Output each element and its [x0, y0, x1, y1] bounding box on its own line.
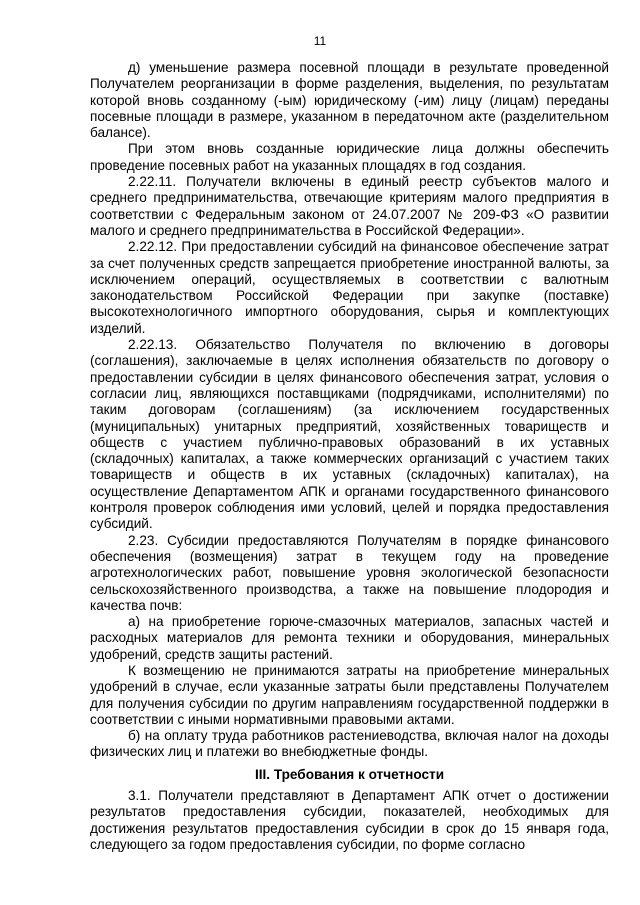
- paragraph-new-entities: При этом вновь созданные юридические лица должны обеспечить проведение посевных работ на указанных площадях в год создания.: [90, 141, 609, 173]
- paragraph-a-materials: а) на приобретение горюче-смазочных материалов, запасных частей и расходных материалов для ремонта техники и оборудования, минеральных удобрений, средств защиты растений.: [90, 614, 609, 662]
- paragraph-b-wages: б) на оплату труда работников растениеводства, включая налог на доходы физических лиц и платежи во внебюджетные фонды.: [90, 728, 609, 760]
- paragraph-3-1: 3.1. Получатели представляют в Департамент АПК отчет о достижении результатов предоставления субсидии, показателей, необходимых для достижения результатов предоставления субсидии в срок до 15 января года, следующего за годом предоставления субсидии, по форме согласно: [90, 788, 609, 852]
- paragraph-2-23: 2.23. Субсидии предоставляются Получателям в порядке финансового обеспечения (возмещения) затрат в текущем году на проведение агротехнологических работ, повышение уровня экологической безопасности сельскохозяйственного производства, а также на повышение плодородия и качества почв:: [90, 532, 609, 613]
- document-body: [90, 60, 609, 853]
- section-heading-reporting: III. Требования к отчетности: [254, 766, 445, 782]
- paragraph-d-reorganization: д) уменьшение размера посевной площади в результате проведенной Получателем реорганизации в форме разделения, выделения, по результатам которой вновь созданному (-ым) юридическому (-им) лицу (лицам) переданы посевные площади в размере, указанном в передаточном акте (разделительном балансе).: [90, 60, 609, 141]
- paragraph-2-22-13: 2.22.13. Обязательство Получателя по включению в договоры (соглашения), заключаемые в целях исполнения обязательств по договору о предоставлении субсидии в целях финансового обеспечения затрат, условия о согласии лиц, являющихся поставщиками (подрядчиками, исполнителями) по таким договорам (соглашениям) (за исключением государственных (муниципальных) унитарных предприятий, хозяйственных товариществ и обществ с участием публично-правовых образований в их уставных (складочных) капиталах, а также коммерческих организаций с участием таких товариществ и обществ в их уставных (складочных) капиталах), на осуществление Департаментом АПК и органами государственного финансового контроля проверок соблюдения ими условий, целей и порядка предоставления субсидий.: [90, 337, 609, 532]
- page-number: 11: [313, 34, 327, 48]
- paragraph-reimbursement-exclusion: К возмещению не принимаются затраты на приобретение минеральных удобрений в случае, если указанные затраты были представлены Получателем для получения субсидии по другим направлениям государственной поддержки в соответствии с иными нормативными правовыми актами.: [90, 662, 609, 727]
- paragraph-2-22-11: 2.22.11. Получатели включены в единый реестр субъектов малого и среднего предпринимательства, отвечающие критериям малого предприятия в соответствии с Федеральным законом от 24.07.2007 № 209-ФЗ «О развитии малого и среднего предпринимательства в Российской Федерации».: [90, 174, 609, 238]
- paragraph-2-22-12: 2.22.12. При предоставлении субсидий на финансовое обеспечение затрат за счет полученных средств запрещается приобретение иностранной валюты, за исключением операций, осуществляемых в соответствии с валютным законодательством Российской Федерации при закупке (поставке) высокотехнологичного импортного оборудования, сырья и комплектующих изделий.: [90, 239, 609, 336]
